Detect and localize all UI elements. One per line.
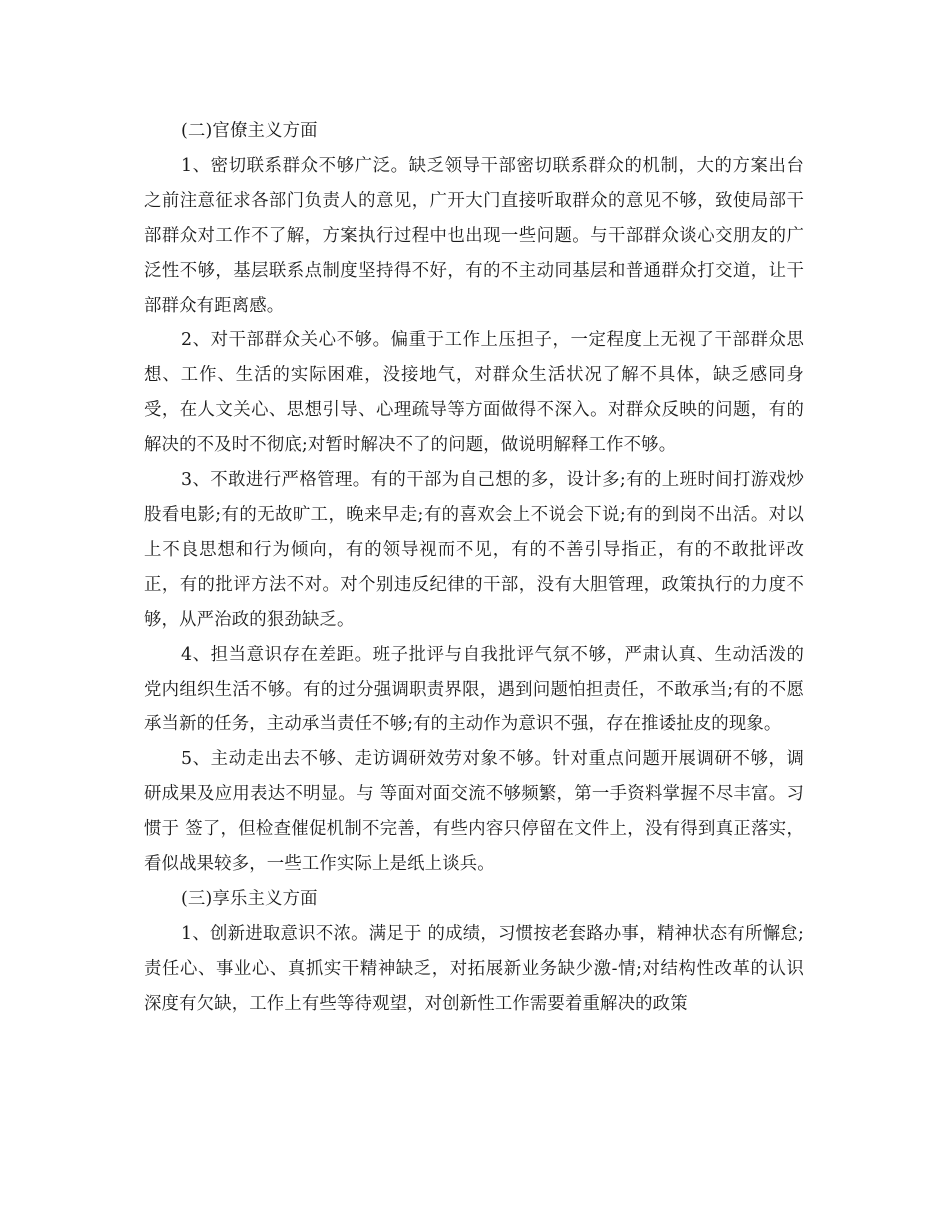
document-body	[144, 114, 804, 1022]
paragraph-4: 4、担当意识存在差距。班子批评与自我批评气氛不够，严肃认真、生动活泼的党内组织生活不够。有的过分强调职责界限，遇到问题怕担责任，不敢承当;有的不愿承当新的任务，主动承当责任不够;有的主动作为意识不强，存在推诿扯皮的现象。	[144, 644, 804, 735]
paragraph-6: 1、创新进取意识不浓。满足于 的成绩，习惯按老套路办事，精神状态有所懈怠;责任心、事业心、真抓实干精神缺乏，对拓展新业务缺少激-情;对结构性改革的认识深度有欠缺，工作上有些等待观望，对创新性工作需要着重解决的政策	[144, 923, 804, 1014]
paragraph-2: 2、对干部群众关心不够。偏重于工作上压担子，一定程度上无视了干部群众思想、工作、生活的实际困难，没接地气，对群众生活状况了解不具体，缺乏感同身受，在人文关心、思想引导、心理疏导等方面做得不深入。对群众反映的问题，有的解决的不及时不彻底;对暂时解决不了的问题，做说明解释工作不够。	[144, 330, 804, 456]
paragraph-3: 3、不敢进行严格管理。有的干部为自己想的多，设计多;有的上班时间打游戏炒股看电影;有的无故旷工，晚来早走;有的喜欢会上不说会下说;有的到岗不出活。对以上不良思想和行为倾向，有的领导视而不见，有的不善引导指正，有的不敢批评改正，有的批评方法不对。对个别违反纪律的干部，没有大胆管理，政策执行的力度不够，从严治政的狠劲缺乏。	[144, 470, 804, 630]
section-heading-bureaucratism: (二)官僚主义方面	[181, 121, 318, 141]
paragraph-1: 1、密切联系群众不够广泛。缺乏领导干部密切联系群众的机制，大的方案出台之前注意征求各部门负责人的意见，广开大门直接听取群众的意见不够，致使局部干部群众对工作不了解，方案执行过程中也出现一些问题。与干部群众谈心交朋友的广泛性不够，基层联系点制度坚持得不好，有的不主动同基层和普通群众打交道，让干部群众有距离感。	[144, 155, 804, 316]
section-heading-hedonism: (三)享乐主义方面	[181, 888, 318, 909]
paragraph-5: 5、主动走出去不够、走访调研效劳对象不够。针对重点问题开展调研不够，调研成果及应用表达不明显。与 等面对面交流不够频繁，第一手资料掌握不尽丰富。习惯于 签了，但检查催促机制不完善，有些内容只停留在文件上，没有得到真正落实，看似战果较多，一些工作实际上是纸上谈兵。	[144, 749, 804, 875]
